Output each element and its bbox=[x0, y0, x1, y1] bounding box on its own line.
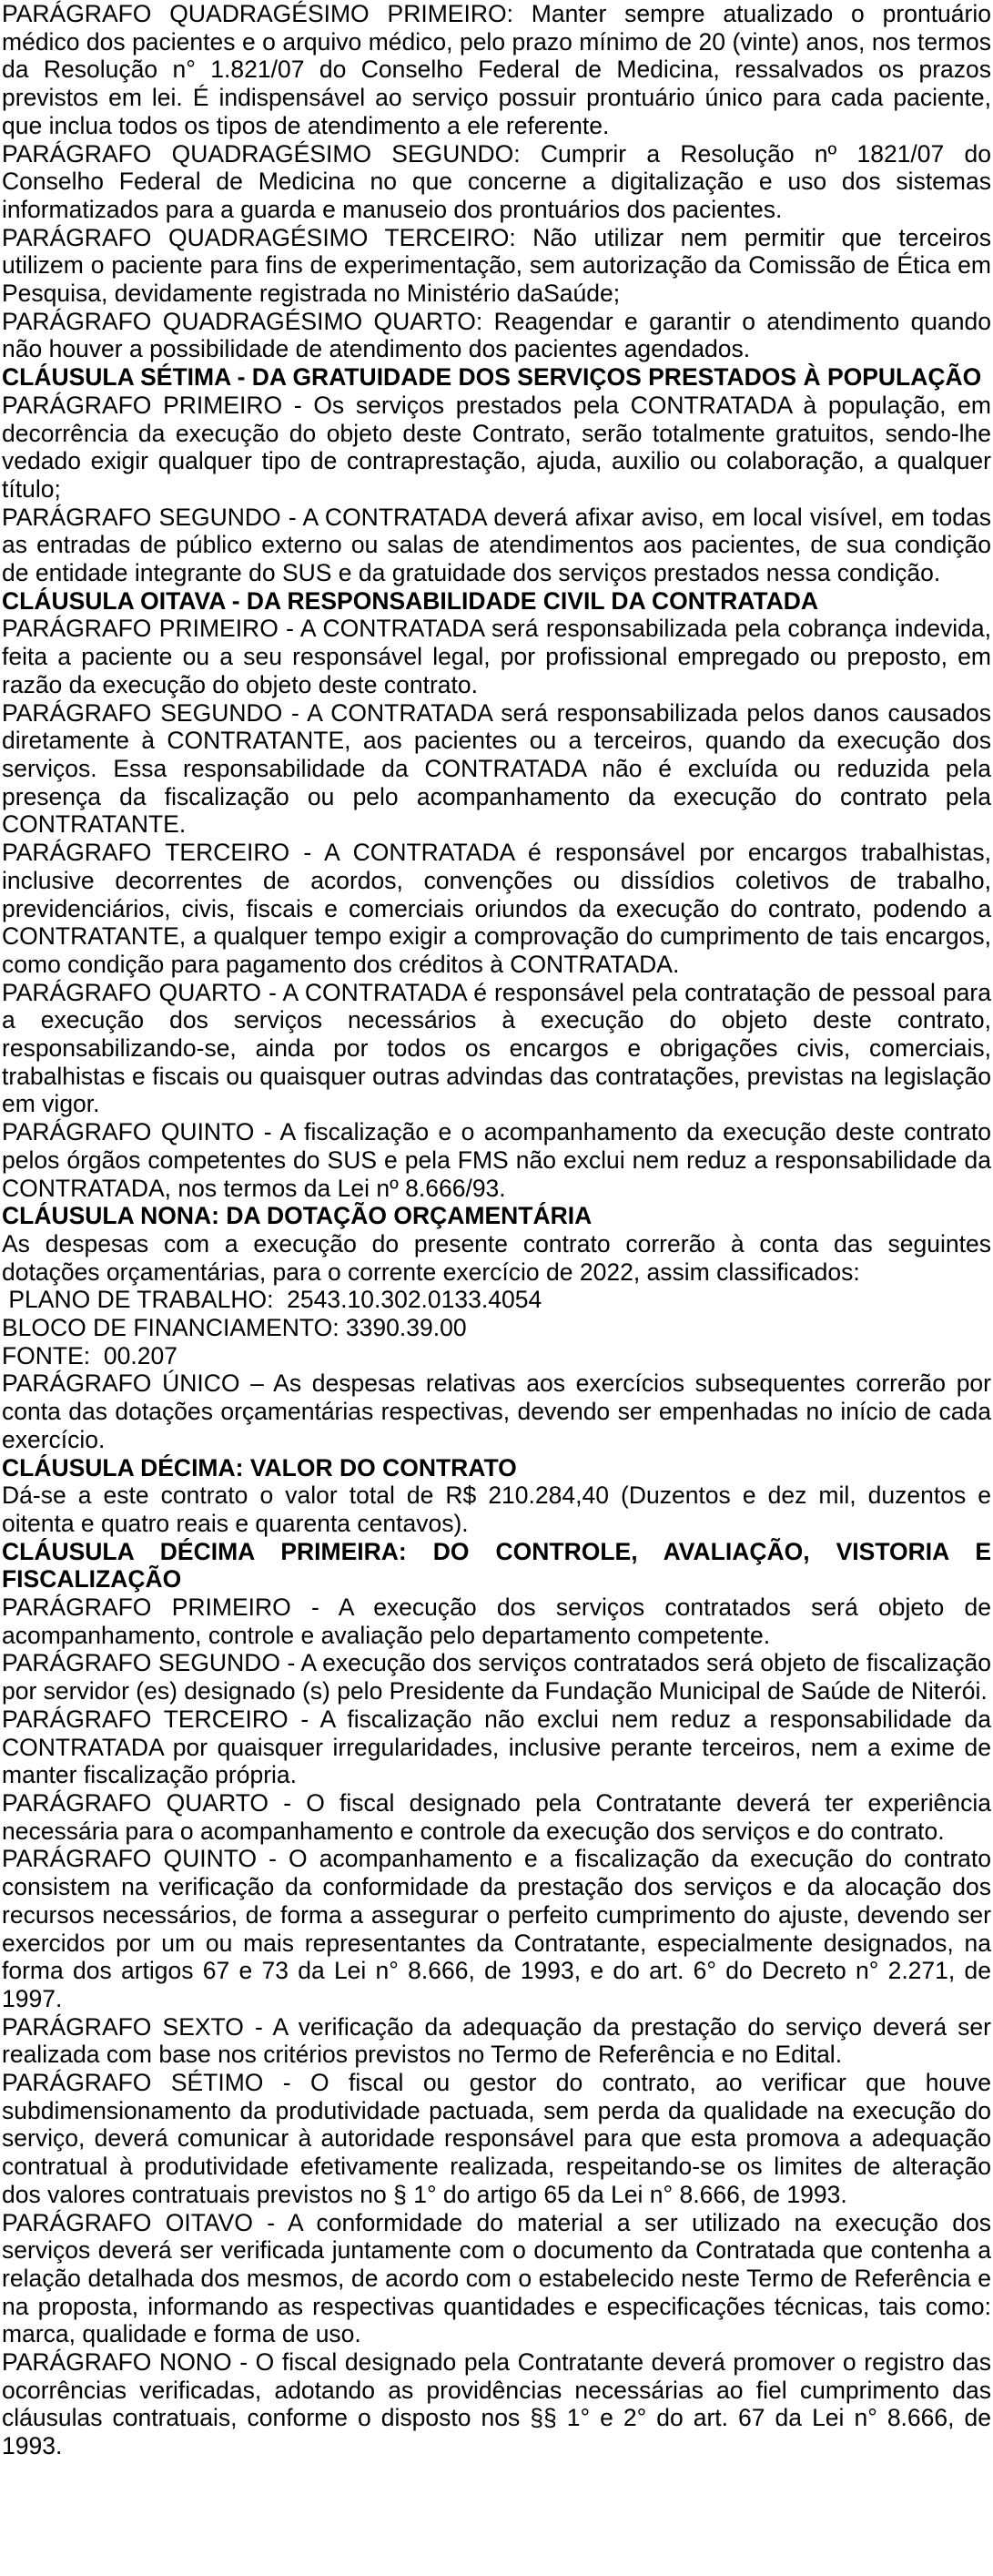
paragraph-decima-primeira-terceiro: PARÁGRAFO TERCEIRO - A fiscalização não exclui nem reduz a responsabilidade da CONTRATADA por quaisquer irregularidades, inclusive perante terceiros, nem a exime de manter fiscalização própria. bbox=[2, 1705, 991, 1789]
paragraph-decima-valor: Dá-se a este contrato o valor total de R$ 210.284,40 (Duzentos e dez mil, duzentos e oitenta e quatro reais e quarenta centavos). bbox=[2, 1481, 991, 1537]
budget-fonte: FONTE: 00.207 bbox=[2, 1341, 177, 1369]
paragraph-oitava-terceiro: PARÁGRAFO TERCEIRO - A CONTRATADA é responsável por encargos trabalhistas, inclusive decorrentes de acordos, convenções ou dissídios coletivos de trabalho, previdenciários, civis, fiscais e comerciais oriundos da execução do contrato, podendo a CONTRATANTE, a qualquer tempo exigir a comprovação do cumprimento de tais encargos, como condição para pagamento dos créditos à CONTRATADA. bbox=[2, 839, 991, 978]
clause-heading-setima: CLÁUSULA SÉTIMA - DA GRATUIDADE DOS SERVIÇOS PRESTADOS À POPULAÇÃO bbox=[2, 363, 982, 392]
paragraph-decima-primeira-primeiro: PARÁGRAFO PRIMEIRO - A execução dos serviços contratados será objeto de acompanhamento, controle e avaliação pelo departamento competente. bbox=[2, 1593, 991, 1649]
clause-heading-nona: CLÁUSULA NONA: DA DOTAÇÃO ORÇAMENTÁRIA bbox=[2, 1202, 593, 1230]
paragraph-oitava-quinto: PARÁGRAFO QUINTO - A fiscalização e o acompanhamento da execução deste contrato pelos órgãos competentes do SUS e pela FMS não exclui nem reduz a responsabilidade da CONTRATADA, nos termos da Lei nº 8.666/93. bbox=[2, 1118, 991, 1202]
paragraph-oitava-segundo: PARÁGRAFO SEGUNDO - A CONTRATADA será responsabilizada pelos danos causados diretamente à CONTRATANTE, aos pacientes ou a terceiros, quando da execução dos serviços. Essa responsabilidade da CONTRATADA não é excluída ou reduzida pela presença da fiscalização ou pelo acompanhamento da execução do contrato pela CONTRATANTE. bbox=[2, 698, 991, 839]
clause-heading-decima-primeira: CLÁUSULA DÉCIMA PRIMEIRA: DO CONTROLE, AVALIAÇÃO, VISTORIA E FISCALIZAÇÃO bbox=[2, 1537, 991, 1593]
paragraph-quadragesimo-quarto: PARÁGRAFO QUADRAGÉSIMO QUARTO: Reagendar e garantir o atendimento quando não houver a possibilidade de atendimento dos pacientes agendados. bbox=[2, 307, 991, 363]
budget-bloco-de-financiamento: BLOCO DE FINANCIAMENTO: 3390.39.00 bbox=[2, 1314, 467, 1342]
paragraph-decima-primeira-segundo: PARÁGRAFO SEGUNDO - A execução dos serviços contratados será objeto de fiscalização por servidor (es) designado (s) pelo Presidente da Fundação Municipal de Saúde de Niterói. bbox=[2, 1649, 991, 1705]
clause-heading-decima: CLÁUSULA DÉCIMA: VALOR DO CONTRATO bbox=[2, 1453, 517, 1481]
paragraph-quadragesimo-segundo: PARÁGRAFO QUADRAGÉSIMO SEGUNDO: Cumprir a Resolução nº 1821/07 do Conselho Federal de Medicina no que concerne a digitalização e uso dos sistemas informatizados para a guarda e manuseio dos prontuários dos pacientes. bbox=[2, 139, 991, 223]
paragraph-setima-primeiro: PARÁGRAFO PRIMEIRO - Os serviços prestados pela CONTRATADA à população, em decorrência da execução do objeto deste Contrato, serão totalmente gratuitos, sendo-lhe vedado exigir qualquer tipo de contraprestação, ajuda, auxilio ou colaboração, a qualquer título; bbox=[2, 391, 991, 503]
paragraph-decima-primeira-quarto: PARÁGRAFO QUARTO - O fiscal designado pela Contratante deverá ter experiência necessária para o acompanhamento e controle da execução dos serviços e do contrato. bbox=[2, 1789, 991, 1845]
paragraph-setima-segundo: PARÁGRAFO SEGUNDO - A CONTRATADA deverá afixar aviso, em local visível, em todas as entradas de público externo ou salas de atendimentos aos pacientes, de sua condição de entidade integrante do SUS e da gratuidade dos serviços prestados nessa condição. bbox=[2, 503, 991, 587]
paragraph-decima-primeira-oitavo: PARÁGRAFO OITAVO - A conformidade do material a ser utilizado na execução dos serviços deverá ser verificada juntamente com o documento da Contratada que contenha a relação detalhada dos mesmos, de acordo com o estabelecido neste Termo de Referência e na proposta, informando as respectivas quantidades e especificações técnicas, tais como: marca, qualidade e forma de uso. bbox=[2, 2208, 991, 2348]
paragraph-decima-primeira-sexto: PARÁGRAFO SEXTO - A verificação da adequação da prestação do serviço deverá ser realizada com base nos critérios previstos no Termo de Referência e no Edital. bbox=[2, 2012, 991, 2069]
paragraph-decima-primeira-nono: PARÁGRAFO NONO - O fiscal designado pela Contratante deverá promover o registro das ocorrências verificadas, adotando as providências necessárias ao fiel cumprimento das cláusulas contratuais, conforme o disposto nos §§ 1° e 2° do art. 67 da Lei n° 8.666, de 1993. bbox=[2, 2348, 991, 2460]
paragraph-oitava-primeiro: PARÁGRAFO PRIMEIRO - A CONTRATADA será responsabilizada pela cobrança indevida, feita a paciente ou a seu responsável legal, por profissional empregado ou preposto, em razão da execução do objeto deste contrato. bbox=[2, 615, 991, 698]
paragraph-oitava-quarto: PARÁGRAFO QUARTO - A CONTRATADA é responsável pela contratação de pessoal para a execução dos serviços necessários à execução do objeto deste contrato, responsabilizando-se, ainda por todos os encargos e obrigações civis, comerciais, trabalhistas e fiscais ou quaisquer outras advindas das contratações, previstas na legislação em vigor. bbox=[2, 978, 991, 1118]
paragraph-quadragesimo-primeiro: PARÁGRAFO QUADRAGÉSIMO PRIMEIRO: Manter sempre atualizado o prontuário médico dos pacientes e o arquivo médico, pelo prazo mínimo de 20 (vinte) anos, nos termos da Resolução n° 1.821/07 do Conselho Federal de Medicina, ressalvados os prazos previstos em lei. É indispensável ao serviço possuir prontuário único para cada paciente, que inclua todos os tipos de atendimento a ele referente. bbox=[2, 0, 991, 139]
budget-plano-de-trabalho: PLANO DE TRABALHO: 2543.10.302.0133.4054 bbox=[2, 1286, 542, 1314]
paragraph-nona-despesas: As despesas com a execução do presente contrato correrão à conta das seguintes dotações orçamentárias, para o corrente exercício de 2022, assim classificados: bbox=[2, 1229, 991, 1286]
paragraph-decima-primeira-quinto: PARÁGRAFO QUINTO - O acompanhamento e a fiscalização da execução do contrato consistem na verificação da conformidade da prestação dos serviços e da alocação dos recursos necessários, de forma a assegurar o perfeito cumprimento do ajuste, devendo ser exercidos por um ou mais representantes da Contratante, especialmente designados, na forma dos artigos 67 e 73 da Lei n° 8.666, de 1993, e do art. 6° do Decreto n° 2.271, de 1997. bbox=[2, 1845, 991, 2012]
paragraph-nona-unico: PARÁGRAFO ÚNICO – As despesas relativas aos exercícios subsequentes correrão por conta das dotações orçamentárias respectivas, devendo ser empenhadas no início de cada exercício. bbox=[2, 1369, 991, 1453]
paragraph-quadragesimo-terceiro: PARÁGRAFO QUADRAGÉSIMO TERCEIRO: Não utilizar nem permitir que terceiros utilizem o paciente para fins de experimentação, sem autorização da Comissão de Ética em Pesquisa, devidamente registrada no Ministério daSaúde; bbox=[2, 223, 991, 308]
clause-heading-oitava: CLÁUSULA OITAVA - DA RESPONSABILIDADE CIVIL DA CONTRATADA bbox=[2, 586, 819, 615]
paragraph-decima-primeira-setimo: PARÁGRAFO SÉTIMO - O fiscal ou gestor do contrato, ao verificar que houve subdimensionamento da produtividade pactuada, sem perda da qualidade na execução do serviço, deverá comunicar à autoridade responsável para que esta promova a adequação contratual à produtividade efetivamente realizada, respeitando-se os limites de alteração dos valores contratuais previstos no § 1° do artigo 65 da Lei n° 8.666, de 1993. bbox=[2, 2069, 991, 2208]
